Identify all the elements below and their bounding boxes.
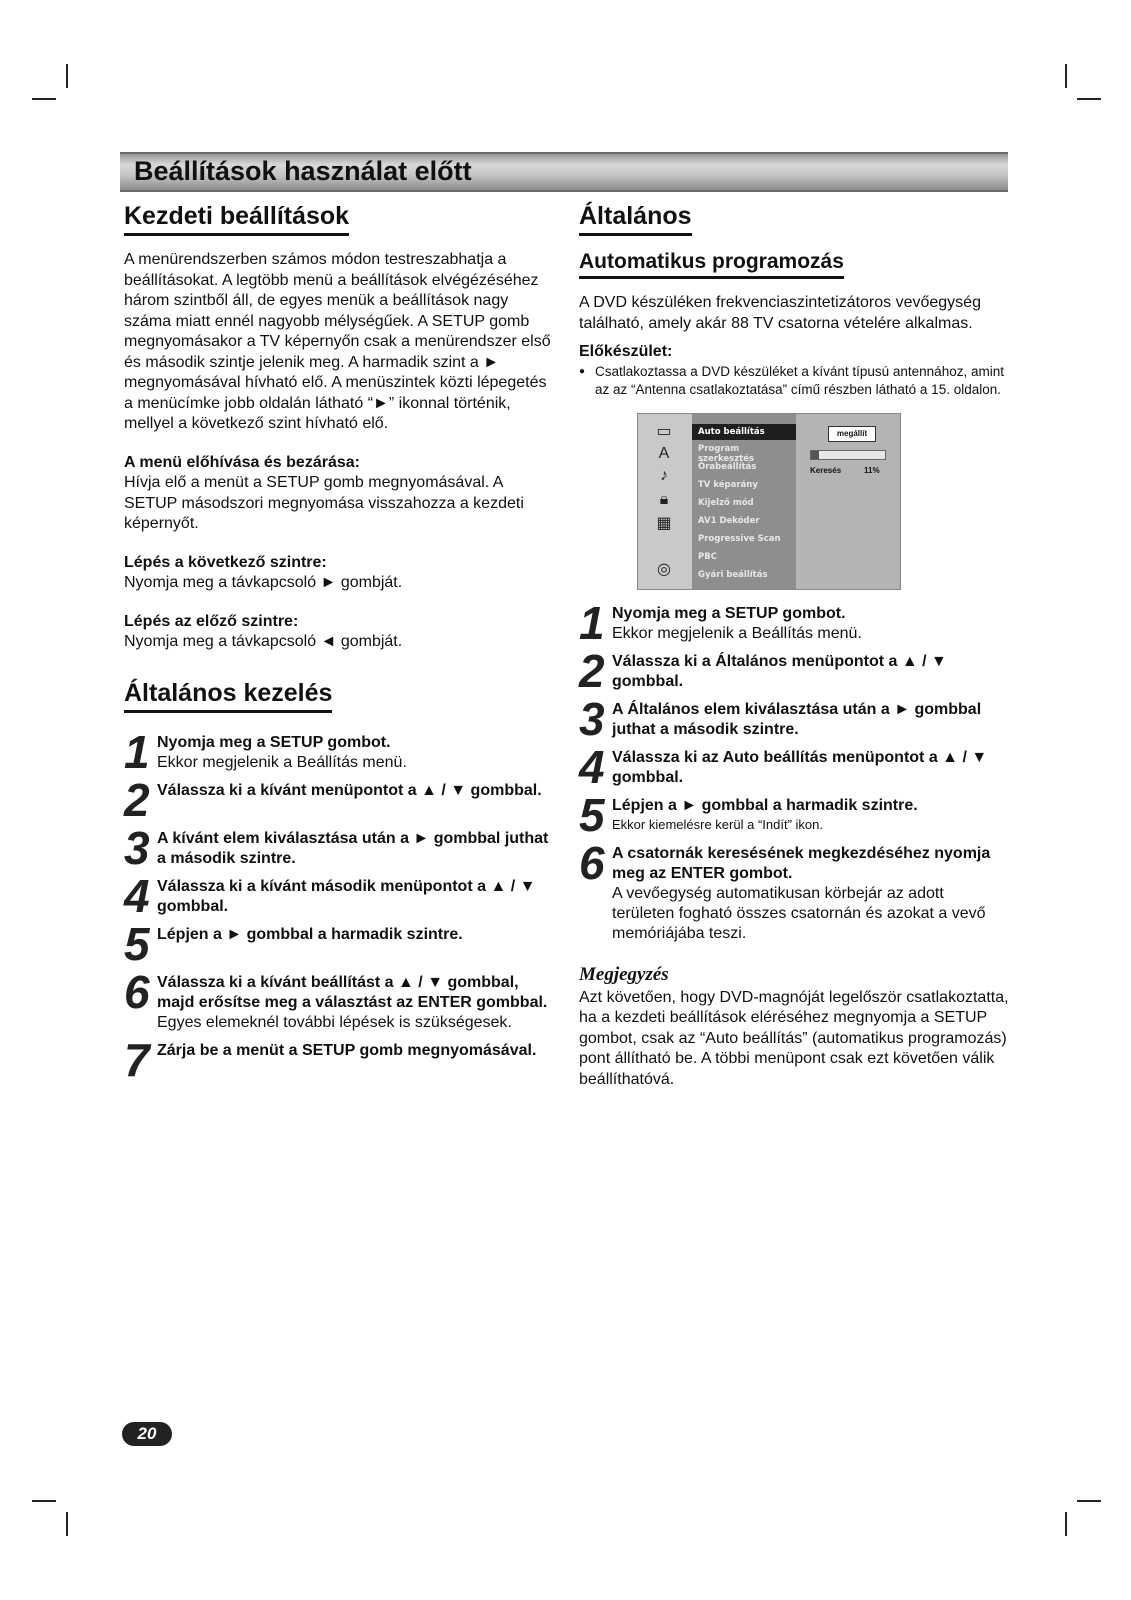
lock-icon: 🔒︎: [659, 490, 669, 508]
step-item: [124, 917, 554, 970]
general-operation-title: Általános kezelés: [124, 679, 332, 713]
step-number: 5: [579, 788, 605, 841]
audio-icon: ♪: [660, 466, 668, 484]
page-number: 20: [122, 1422, 172, 1446]
step-description: Ekkor kiemelésre kerül a “Indít” ikon.: [612, 816, 823, 832]
menu-item-list: [692, 414, 796, 589]
menu-item[interactable]: Órabeállítás: [698, 461, 757, 472]
step-title: Válassza ki a kívánt menüpontot a ▲ / ▼ gombbal.: [157, 781, 542, 799]
crop-mark: [1065, 1512, 1067, 1536]
step-title: A csatornák keresésének megkezdéséhez nyomja meg az ENTER gombot.: [612, 844, 991, 882]
auto-programming-title: Automatikus programozás: [579, 250, 844, 279]
right-column: [579, 198, 1009, 1090]
step-title: A kívánt elem kiválasztása után a ► gombbal juthat a második szintre.: [157, 829, 549, 867]
right-steps: [579, 596, 1009, 944]
step-number: 4: [579, 740, 605, 793]
step-number: 6: [124, 965, 150, 1018]
menu-item[interactable]: TV képarány: [698, 479, 758, 490]
menu-detail-panel: [796, 414, 900, 589]
step-item: [579, 596, 1009, 649]
step-number: 4: [124, 869, 150, 922]
step-item: [579, 836, 1009, 944]
step-number: 5: [124, 917, 150, 970]
note-title: Megjegyzés: [579, 963, 669, 985]
next-level-heading: Lépés a következő szintre:: [124, 553, 327, 571]
right-intro: A DVD készüléken frekvenciaszintetizátoros vevőegység található, amely akár 88 TV csatorna vételére alkalmas.: [579, 294, 981, 332]
prev-level-text: Nyomja meg a távkapcsoló ◄ gombját.: [124, 633, 403, 650]
prev-level-heading: Lépés az előző szintre:: [124, 612, 299, 630]
crop-mark: [1065, 64, 1067, 88]
step-title: Válassza ki a Általános menüpontot a ▲ / ▼ gombbal.: [612, 652, 947, 690]
crop-mark: [66, 1512, 68, 1536]
step-item: [579, 644, 1009, 697]
left-steps: [124, 725, 554, 1086]
step-item: [579, 740, 1009, 793]
step-number: 1: [124, 725, 150, 778]
step-item: [124, 725, 554, 778]
step-item: [124, 869, 554, 922]
step-description: Ekkor megjelenik a Beállítás menü.: [612, 624, 862, 642]
crop-mark: [1077, 1500, 1101, 1502]
next-level-text: Nyomja meg a távkapcsoló ► gombját.: [124, 574, 403, 591]
step-number: 7: [124, 1033, 150, 1086]
step-item: [124, 965, 554, 1033]
step-number: 1: [579, 596, 605, 649]
step-title: A Általános elem kiválasztása után a ► gombbal juthat a második szintre.: [612, 700, 982, 738]
step-title: Válassza ki az Auto beállítás menüpontot a ▲ / ▼ gombbal.: [612, 748, 988, 786]
step-title: Nyomja meg a SETUP gombot.: [157, 733, 391, 751]
film-icon: ▦: [656, 514, 672, 532]
menu-icon-column: [638, 414, 693, 589]
crop-mark: [66, 64, 68, 88]
setup-menu-screenshot: [637, 413, 901, 590]
step-item: [124, 821, 554, 874]
open-close-heading: A menü előhívása és bezárása:: [124, 453, 360, 471]
menu-item-auto-setup[interactable]: Auto beállítás: [692, 424, 796, 440]
step-number: 6: [579, 836, 605, 889]
menu-item[interactable]: Progressive Scan: [698, 533, 781, 544]
search-percent: 11%: [864, 465, 880, 475]
step-title: Lépjen a ► gombbal a harmadik szintre.: [157, 925, 463, 943]
section-banner: [120, 152, 1008, 192]
menu-item[interactable]: Gyári beállítás: [698, 569, 768, 580]
crop-mark: [32, 1500, 56, 1502]
step-title: Nyomja meg a SETUP gombot.: [612, 604, 846, 622]
step-item: [579, 788, 1009, 841]
preparation-bullet: ● Csatlakoztassa a DVD készüléket a kívánt típusú antennához, amint az az “Antenna csatlakoztatása” című részben látható a 15. oldalon.: [579, 363, 1009, 399]
right-section-title: Általános: [579, 202, 692, 236]
step-description: A vevőegység automatikusan körbejár az adott területen fogható összes csatornán és azokat a vevő memóriájába teszi.: [612, 884, 986, 942]
crop-mark: [32, 98, 56, 100]
step-title: Lépjen a ► gombbal a harmadik szintre.: [612, 796, 918, 814]
step-item: [124, 1033, 554, 1086]
start-button[interactable]: megállít: [828, 426, 876, 442]
language-icon: A: [658, 444, 670, 462]
menu-item[interactable]: Kijelző mód: [698, 497, 754, 508]
step-title: Válassza ki a kívánt második menüpontot a ▲ / ▼ gombbal.: [157, 877, 536, 915]
crop-mark: [1077, 98, 1101, 100]
step-description: Ekkor megjelenik a Beállítás menü.: [157, 753, 407, 771]
left-column: [124, 198, 554, 1089]
open-close-text: Hívja elő a menüt a SETUP gomb megnyomásával. A SETUP másodszori megnyomása visszahozza a kezdeti képernyőt.: [124, 474, 524, 532]
step-title: Válassza ki a kívánt beállítást a ▲ / ▼ gombbal, majd erősítse meg a választást az ENTER gombbal.: [157, 973, 548, 1011]
step-number: 3: [124, 821, 150, 874]
screen-icon: ▭: [656, 422, 672, 440]
banner-title: Beállítások használat előtt: [134, 156, 472, 186]
search-label: Keresés: [810, 465, 842, 475]
disc-icon: ◎: [657, 560, 671, 578]
menu-item[interactable]: Program szerkesztés: [698, 443, 755, 464]
step-item: [124, 773, 554, 826]
preparation-heading: Előkészület:: [579, 343, 673, 360]
menu-item[interactable]: PBC: [698, 551, 717, 562]
note-text: Azt követően, hogy DVD-magnóját legelőször csatlakoztatta, ha a kezdeti beállítások eléréséhez megnyomja a SETUP gombot, csak az “Auto beállítás” (automatikus programozás) pont állítható be. A többi menüpont csak ezt követően válik beállíthatóvá.: [579, 988, 1009, 1088]
step-description: Egyes elemeknél további lépések is szükségesek.: [157, 1013, 512, 1031]
left-intro: A menürendszerben számos módon testreszabhatja a beállításokat. A legtöbb menü a beállítások elvégézéséhez három szintből áll, de egyes menük a beállítások nagy száma miatt ennél nagyobb mélységűek. A SETUP gomb megnyomásakor a TV képernyőn csak a menürendszer első és második szintje jelenik meg. A harmadik szint a ► megnyomásával hívható elő. A menüszintek közti lépegetés a menücímke jobb oldalán látható “►” ikonnal történik, mellyel a következő szint hívható elő.: [124, 251, 551, 432]
step-number: 3: [579, 692, 605, 745]
progress-fill: [811, 451, 819, 459]
step-number: 2: [124, 773, 150, 826]
step-title: Zárja be a menüt a SETUP gomb megnyomásával.: [157, 1041, 537, 1059]
step-item: [579, 692, 1009, 745]
left-section-title: Kezdeti beállítások: [124, 202, 349, 236]
search-progress-bar: [810, 450, 886, 460]
menu-item[interactable]: AV1 Dekóder: [698, 515, 760, 526]
step-number: 2: [579, 644, 605, 697]
